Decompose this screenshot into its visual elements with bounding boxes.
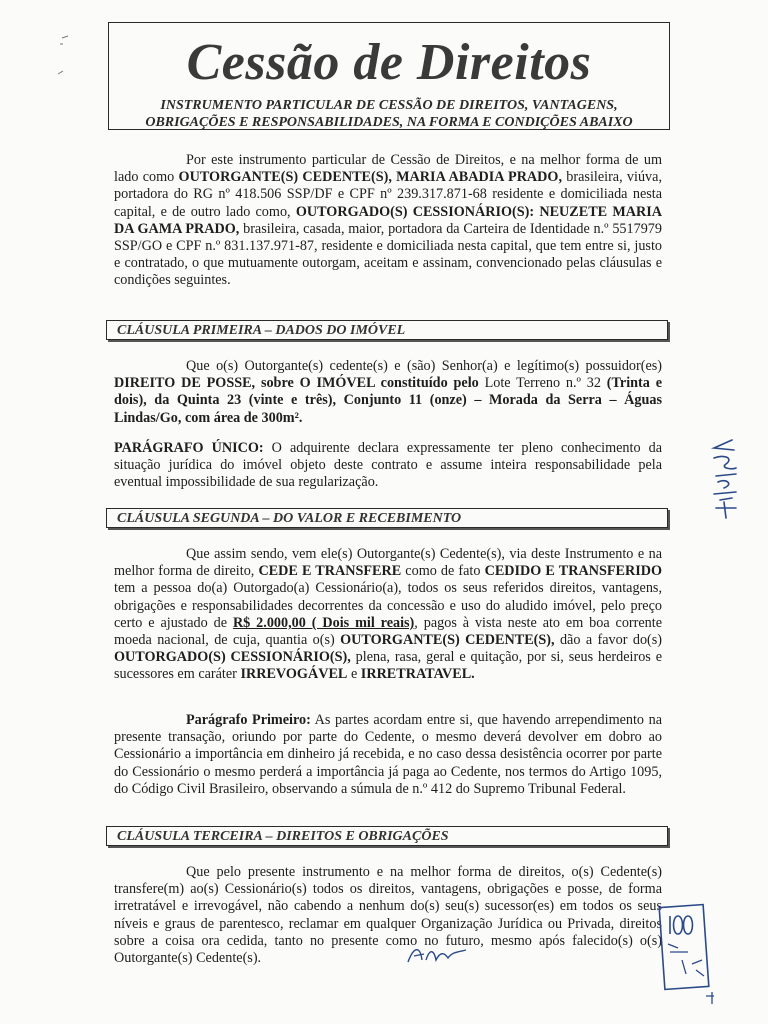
clause-1-bold-2: (Trinta e dois), da Quinta 23 (vinte e três), Conjunto 11 (onze) – Morada da Serra – Águas Lindas/Go, com área de 300m². <box>114 375 662 426</box>
clause-2-text-5: dão a favor do(s) <box>554 632 663 649</box>
paragrafo-primeiro-label: Parágrafo Primeiro: <box>186 712 311 728</box>
clause-1-heading-box <box>106 320 668 340</box>
clause-2-text-6: plena, rasa, geral e quitação, por si, seus herdeiros e sucessores em caráter <box>114 649 662 683</box>
subtitle-line-2: OBRIGAÇÕES E RESPONSABILIDADES, NA FORMA E CONDIÇÕES ABAIXO <box>145 115 633 130</box>
clause-2-text-3: tem a pessoa do(a) Outorgado(a) Cessionário(a), todos os seus referidos direitos, vantagens, obrigações e responsabilidades decorrentes da concessão e uso do aludido imóvel, pelo preço certo e ajustado de <box>114 580 662 631</box>
clause-2-heading: CLÁUSULA SEGUNDA – DO VALOR E RECEBIMENTO <box>117 511 462 526</box>
clause-2-paragraph <box>114 546 662 684</box>
intro-text-2: brasileira, viúva, portadora do RG nº 418.506 SSP/DF e CPF nº 239.317.871-68 residente e domiciliada nesta capital, e de outro lado como, <box>114 169 662 220</box>
intro-text-1: Por este instrumento particular de Cessão de Direitos, e na melhor forma de um lado como <box>114 152 662 186</box>
clause-3-text: Que pelo presente instrumento e na melhor forma de direitos, o(s) Cedente(s) transfere(m) ao(s) Cessionário(s) todos os direitos, vantagens, obrigações e posse, de forma irretratável e irrevogável, não cabendo a nenhum do(s) seu(s) sucessor(es) em todos os seus níveis e graus de parentesco, reclamar em qualquer Organização Jurídica ou Privada, direitos sobre a coisa ora cedida, tanto no presente como no futuro, mesmo após falecido(s) o(s) Outorgante(s) Cedente(s). <box>114 864 662 967</box>
paragrafo-primeiro-text: As partes acordam entre si, que havendo arrependimento na presente transação, oriundo por parte do Cedente, o mesmo deverá devolver em dobro ao Cessionário a importância em dinheiro já recebida, e no caso dessa desistência ocorrer por parte do Cessionário o mesmo perderá a importância já paga ao Cedente, nos termos do Artigo 1095, do Código Civil Brasileiro, observando a súmula de n.º 412 do Supremo Tribunal Federal. <box>114 712 662 797</box>
intro-cedente: OUTORGANTE(S) CEDENTE(S), MARIA ABADIA PRADO, <box>178 169 563 186</box>
intro-paragraph <box>114 152 662 290</box>
handwritten-initials <box>404 940 474 968</box>
clause-2-bold-4: OUTORGADO(S) CESSIONÁRIO(S), <box>114 649 351 666</box>
document-subtitle <box>113 97 665 131</box>
margin-signature <box>706 438 746 530</box>
clause-1-paragrafo-unico <box>114 440 662 492</box>
intro-text-3: brasileira, casada, maior, portadora da Carteira de Identidade n.º 5517979 SSP/GO e CPF n.º 831.137.971-87, residente e domiciliada nesta capital, que tem entre si, justo e contratado, o que mutuamente outorgam, aceitam e assinam, convencionado pelas cláusulas e condições seguintes. <box>114 220 662 289</box>
paragrafo-unico-label: PARÁGRAFO ÚNICO: <box>114 440 264 456</box>
clause-2-text-4: , pagos à vista neste ato em boa corrente moeda nacional, de cuja, quantia o(s) <box>114 614 663 649</box>
intro-cessionario: OUTORGADO(S) CESSIONÁRIO(S): NEUZETE MARIA DA GAMA PRADO, <box>114 203 662 237</box>
clause-1-heading: CLÁUSULA PRIMEIRA – DADOS DO IMÓVEL <box>117 323 406 338</box>
clause-2-paragrafo-primeiro <box>114 712 662 798</box>
clause-1-text-2: Lote Terreno n.º 32 <box>478 375 607 392</box>
clause-2-bold-2: CEDIDO E TRANSFERIDO <box>484 563 663 580</box>
clause-3-paragraph <box>114 864 662 967</box>
title-box <box>108 22 670 130</box>
clause-2-bold-3: OUTORGANTE(S) CEDENTE(S), <box>340 632 555 649</box>
paragrafo-unico-text: O adquirente declara expressamente ter pleno conhecimento da situação jurídica do imóvel objeto deste contrato e assume inteira responsabilidade pela eventual impossibilidade de sua regularização. <box>114 440 662 491</box>
subtitle-line-1: INSTRUMENTO PARTICULAR DE CESSÃO DE DIREITOS, VANTAGENS, <box>160 98 618 113</box>
clause-1-text-1: Que o(s) Outorgante(s) cedente(s) e (são) Senhor(a) e legítimo(s) possuidor(es) <box>186 358 662 374</box>
notary-stamp <box>656 900 726 1010</box>
clause-2-bold-6: IRRETRATAVEL. <box>360 666 475 683</box>
clause-3-heading: CLÁUSULA TERCEIRA – DIREITOS E OBRIGAÇÕES <box>117 829 449 844</box>
clause-2-text-2: como de fato <box>401 563 485 580</box>
price-amount: R$ 2.000,00 ( Dois mil reais) <box>232 614 415 631</box>
clause-1-paragraph <box>114 358 662 427</box>
scan-marks <box>52 30 82 90</box>
clause-1-bold-1: DIREITO DE POSSE, sobre O IMÓVEL constituído pelo <box>114 375 479 392</box>
clause-2-text-7: e <box>347 666 361 683</box>
clause-3-heading-box <box>106 826 668 846</box>
document-title: Cessão de Direitos <box>186 34 592 91</box>
clause-2-bold-5: IRREVOGÁVEL <box>240 666 348 683</box>
clause-2-heading-box <box>106 508 668 528</box>
clause-2-bold-1: CEDE E TRANSFERE <box>258 563 402 580</box>
clause-2-text-1: Que assim sendo, vem ele(s) Outorgante(s) Cedente(s), via deste Instrumento e na melhor forma de direito, <box>114 546 662 580</box>
